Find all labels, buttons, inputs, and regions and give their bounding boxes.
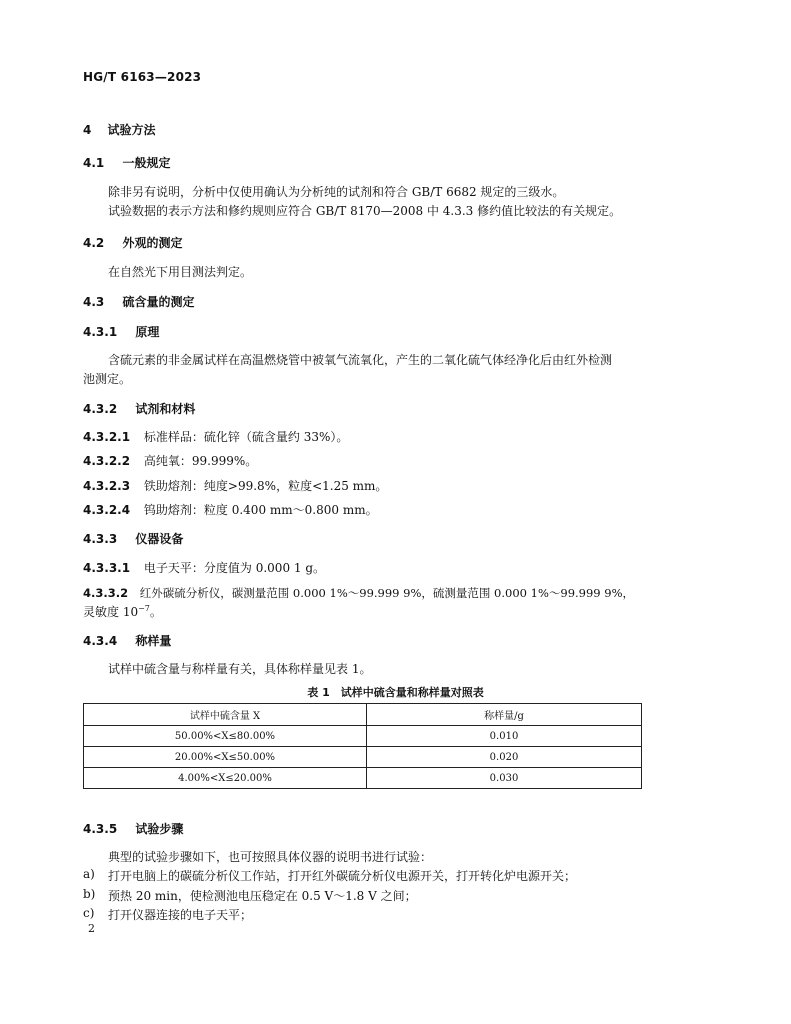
- table-row: [84, 768, 642, 789]
- table-cell: 4.00%<X≤20.00%: [84, 768, 367, 789]
- step-item: [83, 867, 577, 883]
- table-1: [83, 703, 642, 789]
- item-number: 4.3.2.1: [83, 430, 131, 444]
- section-4-3-5-heading: [83, 820, 183, 837]
- section-title: 一般规定: [122, 156, 171, 170]
- page-number: 2: [88, 922, 95, 935]
- list-item: [83, 585, 634, 601]
- section-title: 硫含量的测定: [122, 295, 195, 309]
- list-item: [83, 501, 378, 518]
- section-number: 4.3: [83, 295, 105, 309]
- table-cell: 0.020: [367, 747, 642, 768]
- section-number: 4.3.5: [83, 822, 118, 836]
- table-cell: 50.00%<X≤80.00%: [84, 726, 367, 747]
- item-number: 4.3.2.3: [83, 479, 131, 493]
- step-text: 预热 20 min，使检测池电压稳定在 0.5 V～1.8 V 之间；: [108, 889, 417, 903]
- section-4-2-heading: [83, 234, 182, 251]
- section-title: 试验步骤: [135, 822, 184, 836]
- step-label: a): [83, 867, 95, 881]
- section-title: 仪器设备: [135, 532, 184, 546]
- item-number: 4.3.2.4: [83, 503, 131, 517]
- paragraph: 除非另有说明，分析中仅使用确认为分析纯的试剂和符合 GB/T 6682 规定的三级水。: [108, 185, 565, 199]
- section-title: 试验方法: [107, 123, 156, 137]
- section-title: 原理: [135, 325, 160, 339]
- section-number: 4.3.2: [83, 402, 118, 416]
- exponent: −7: [138, 604, 150, 613]
- item-text: 灵敏度 10: [83, 605, 139, 619]
- list-item: [83, 428, 348, 445]
- table-caption: 表 1 试样中硫含量和称样量对照表: [307, 686, 484, 699]
- table-header-cell: 称样量/g: [367, 704, 642, 726]
- section-4-3-1-heading: [83, 323, 159, 340]
- table-cell: 20.00%<X≤50.00%: [84, 747, 367, 768]
- step-text: 打开电脑上的碳硫分析仪工作站，打开红外碳硫分析仪电源开关，打开转化炉电源开关；: [108, 869, 577, 883]
- section-4-3-3-heading: [83, 530, 183, 547]
- section-number: 4.2: [83, 236, 105, 250]
- table-row: [84, 726, 642, 747]
- paragraph: 池测定。: [83, 372, 132, 386]
- section-number: 4: [83, 123, 92, 137]
- table-header-row: [84, 704, 642, 726]
- section-number: 4.3.4: [83, 634, 118, 648]
- item-number: 4.3.2.2: [83, 454, 131, 468]
- table-row: [84, 747, 642, 768]
- table-header-cell: 试样中硫含量 X: [84, 704, 367, 726]
- paragraph: 试样中硫含量与称样量有关，具体称样量见表 1。: [108, 662, 372, 676]
- section-4-3-2-heading: [83, 400, 195, 417]
- document-id: HG/T 6163—2023: [83, 70, 202, 84]
- section-4-heading: [83, 121, 156, 138]
- item-continuation: [83, 603, 162, 620]
- list-item: [83, 452, 257, 469]
- item-text: 红外碳硫分析仪，碳测量范围 0.000 1%～99.999 9%，硫测量范围 0.000 1%～99.999 9%，: [139, 586, 635, 600]
- item-number: 4.3.3.2: [83, 586, 129, 600]
- item-text: 铁助熔剂：纯度>99.8%，粒度<1.25 mm。: [143, 479, 388, 493]
- section-number: 4.1: [83, 156, 105, 170]
- list-item: [83, 559, 325, 576]
- item-text: 钨助熔剂：粒度 0.400 mm～0.800 mm。: [143, 503, 378, 517]
- section-title: 试剂和材料: [135, 402, 196, 416]
- paragraph: 在自然光下用目测法判定。: [108, 265, 253, 279]
- item-text: 高纯氧：99.999%。: [143, 454, 258, 468]
- step-label: b): [83, 887, 96, 901]
- paragraph: 试验数据的表示方法和修约规则应符合 GB/T 8170—2008 中 4.3.3 修约值比较法的有关规定。: [108, 204, 622, 218]
- list-item: [83, 477, 387, 494]
- table-cell: 0.030: [367, 768, 642, 789]
- section-number: 4.3.1: [83, 325, 118, 339]
- paragraph: 典型的试验步骤如下，也可按照具体仪器的说明书进行试验：: [108, 850, 433, 864]
- item-number: 4.3.3.1: [83, 561, 131, 575]
- section-4-3-4-heading: [83, 632, 171, 649]
- section-title: 外观的测定: [122, 236, 183, 250]
- step-text: 打开仪器连接的电子天平；: [108, 908, 253, 922]
- section-4-1-heading: [83, 154, 170, 171]
- section-4-3-heading: [83, 293, 194, 310]
- item-text: 电子天平：分度值为 0.000 1 g。: [143, 561, 326, 575]
- step-item: [83, 906, 253, 922]
- item-text-end: 。: [149, 605, 162, 619]
- step-item: [83, 887, 417, 903]
- section-title: 称样量: [135, 634, 172, 648]
- item-text: 标准样品：硫化锌（硫含量约 33%）。: [143, 430, 349, 444]
- section-number: 4.3.3: [83, 532, 118, 546]
- paragraph: 含硫元素的非金属试样在高温燃烧管中被氧气流氧化，产生的二氧化硫气体经净化后由红外检测: [108, 353, 613, 367]
- step-label: c): [83, 906, 95, 920]
- table-cell: 0.010: [367, 726, 642, 747]
